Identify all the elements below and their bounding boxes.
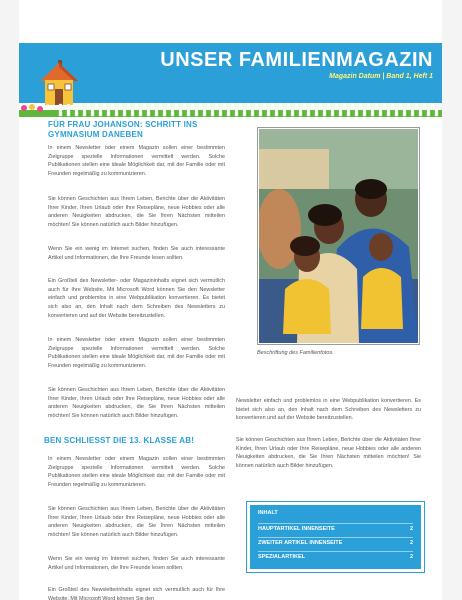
article-paragraph: In einem Newsletter oder einem Magazin sollen einer bestimmten Zielgruppe spezielle Informationen vermittelt werden. Solche Publikationen stellen eine ideale Möglichkeit dar, mit der Familie oder mit Freunden regelmäßig zu kommunizieren. <box>48 456 225 489</box>
toc-item[interactable] <box>258 551 413 560</box>
article-paragraph: Sie können Geschichten aus Ihrem Leben, Berichte über die Aktivitäten Ihrer Kinder, Ihren Urlaub oder Ihre Reisepläne, neue Hobbies oder alle anderen Neuigkeiten abdrucken, die Sie Ihren Nächsten mitteilen möchten! Sie können natürlich auch Bilder hinzufügen. <box>48 506 225 539</box>
article-paragraph: In einem Newsletter oder einem Magazin sollen einer bestimmten Zielgruppe spezielle Informationen vermittelt werden. Solche Publikationen stellen eine ideale Möglichkeit dar, mit der Familie oder mit Freunden regelmäßig zu kommunizieren. <box>48 145 225 178</box>
toc-item-page: 2 <box>409 540 413 546</box>
toc-item[interactable] <box>258 537 413 546</box>
article-paragraph: Sie können Geschichten aus Ihrem Leben, Berichte über die Aktivitäten Ihrer Kinder, Ihren Urlaub oder Ihre Reisepläne, neue Hobbies oder alle anderen Neuigkeiten abdrucken, die Sie Ihren Nächsten mitteilen möchten! Sie können natürlich auch Bilder hinzufügen. <box>48 196 225 229</box>
article-paragraph: Wenn Sie ein wenig im Internet suchen, finden Sie auch interessante Artikel und Informationen, die Ihre Freunde lesen sollten. <box>48 246 225 261</box>
article-paragraph: In einem Newsletter oder einem Magazin sollen einer bestimmten Zielgruppe spezielle Informationen vermittelt werden. Solche Publikationen stellen eine ideale Möglichkeit dar, mit der Familie oder mit Freunden regelmäßig zu kommunizieren. <box>48 337 225 370</box>
toc-item-page: 2 <box>409 554 413 560</box>
article-paragraph: Ein Großteil des Newsletter- oder Magazininhalts eignet sich vermutlich auch für Ihre Website. Mit Microsoft Word können Sie den Newsletter einfach und problemlos in eine Webpublikation konvertieren. Es bietet sich also an, den Inhalt nach dem Schreiben des Newsletters zu konvertieren und auf der Website bereitzustellen. <box>48 278 225 319</box>
article-paragraph: Newsletter einfach und problemlos in eine Webpublikation konvertieren. Es bietet sich also an, den Inhalt nach dem Schreiben des Newsletters zu konvertieren und auf der Website bereitzustellen. <box>236 398 421 422</box>
house-icon <box>38 55 80 107</box>
photo-caption: Beschriftung des Familienfotos. <box>257 350 334 356</box>
article-paragraph: Ein Großteil des Newsletterinhalts eignet sich vermutlich auch für Ihre Website. Mit Microsoft Word können Sie den <box>48 587 225 600</box>
toc-item-label: HAUPTARTIKEL INNENSEITE <box>258 526 335 532</box>
headline-second-article: BEN SCHLIESST DIE 13. KLASSE AB! <box>44 436 195 445</box>
article-paragraph: Wenn Sie ein wenig im Internet suchen, finden Sie auch interessante Artikel und Informationen, die Ihre Freunde lesen sollten. <box>48 556 225 571</box>
grass-fence-strip <box>19 103 442 117</box>
family-photo <box>259 129 418 343</box>
toc-title: INHALT <box>258 510 278 516</box>
table-of-contents <box>250 505 421 569</box>
magazine-title: UNSER FAMILIENMAGAZIN <box>160 49 433 71</box>
family-photo-frame <box>257 127 420 345</box>
toc-item-label: ZWEITER ARTIKEL INNENSEITE <box>258 540 343 546</box>
article-paragraph: Sie können Geschichten aus Ihrem Leben, Berichte über die Aktivitäten Ihrer Kinder, Ihren Urlaub oder Ihre Reisepläne, neue Hobbies oder alle anderen Neuigkeiten abdrucken, die Sie Ihren Nächsten mitteilen möchten! Sie können natürlich auch Bilder hinzufügen. <box>236 437 421 470</box>
headline-first-article: FÜR FRAU JOHANSON: SCHRITT INS GYMNASIUM DANEBEN <box>48 120 198 139</box>
toc-item[interactable] <box>258 523 413 532</box>
article-paragraph: Sie können Geschichten aus Ihrem Leben, Berichte über die Aktivitäten Ihrer Kinder, Ihren Urlaub oder Ihre Reisepläne, neue Hobbies oder alle anderen Neuigkeiten abdrucken, die Sie Ihren Nächsten mitteilen möchten! Sie können natürlich auch Bilder hinzufügen. <box>48 387 225 420</box>
toc-item-page: 2 <box>409 526 413 532</box>
issue-info: Magazin Datum | Band 1, Heft 1 <box>329 73 433 80</box>
toc-item-label: SPEZIALARTIKEL <box>258 554 306 560</box>
